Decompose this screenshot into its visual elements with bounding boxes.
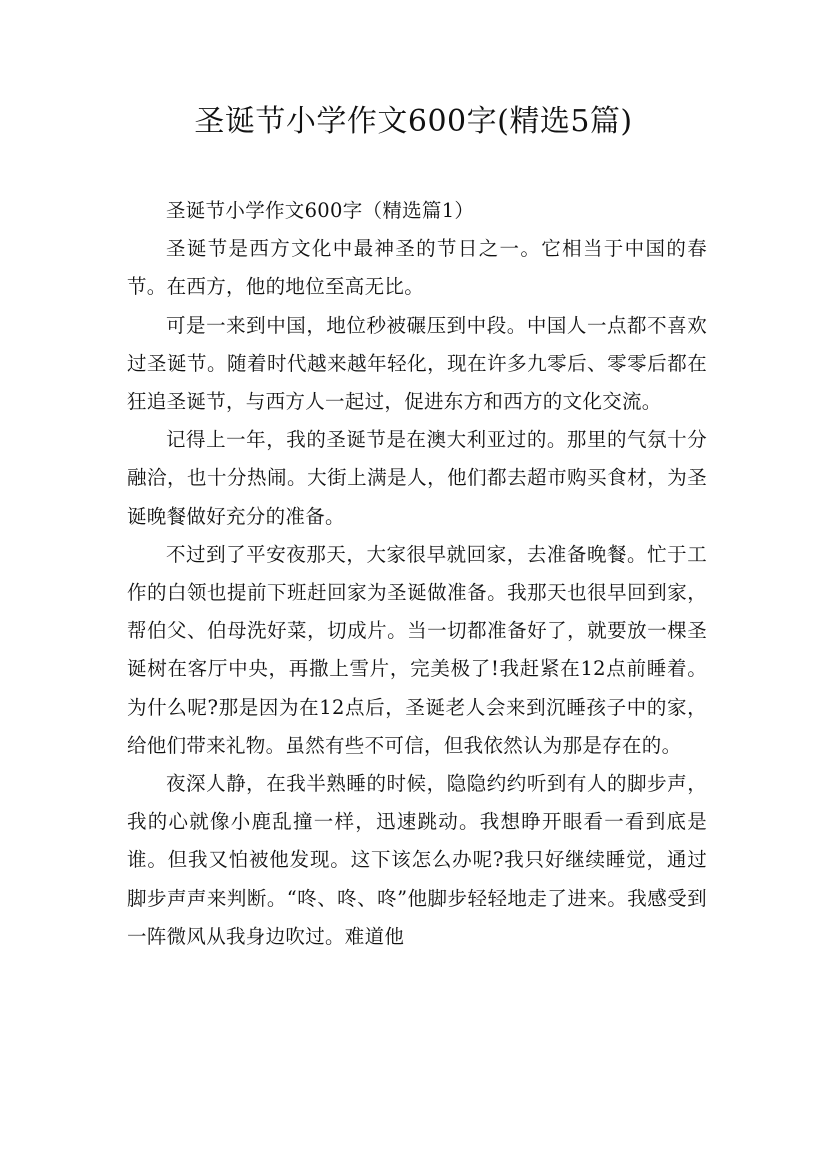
document-title: 圣诞节小学作文600字(精选5篇) — [194, 104, 633, 139]
paragraph: 记得上一年，我的圣诞节是在澳大利亚过的。那里的气氛十分融洽，也十分热闹。大街上满是人，他们都去超市购买食材，为圣诞晚餐做好充分的准备。 — [127, 428, 707, 528]
paragraph: 不过到了平安夜那天，大家很早就回家，去准备晚餐。忙于工作的白领也提前下班赶回家为圣诞做准备。我那天也很早回到家，帮伯父、伯母洗好菜，切成片。当一切都准备好了，就要放一棵圣诞树在客厅中央，再撒上雪片，完美极了!我赶紧在12点前睡着。为什么呢?那是因为在12点后，圣诞老人会来到沉睡孩子中的家，给他们带来礼物。虽然有些不可信，但我依然认为那是存在的。 — [127, 542, 707, 757]
paragraph: 圣诞节是西方文化中最神圣的节日之一。它相当于中国的春节。在西方，他的地位至高无比。 — [127, 237, 707, 299]
document-body — [127, 192, 707, 956]
paragraph: 可是一来到中国，地位秒被碾压到中段。中国人一点都不喜欢过圣诞节。随着时代越来越年轻化，现在许多九零后、零零后都在狂追圣诞节，与西方人一起过，促进东方和西方的文化交流。 — [127, 313, 707, 414]
section-heading: 圣诞节小学作文600字（精选篇1） — [166, 199, 475, 222]
paragraph: 夜深人静，在我半熟睡的时候，隐隐约约听到有人的脚步声，我的心就像小鹿乱撞一样，迅速跳动。我想睁开眼看一看到底是谁。但我又怕被他发现。这下该怎么办呢?我只好继续睡觉，通过脚步声声来判断。“咚、咚、咚”他脚步轻轻地走了进来。我感受到一阵微风从我身边吹过。难道他 — [127, 772, 707, 948]
